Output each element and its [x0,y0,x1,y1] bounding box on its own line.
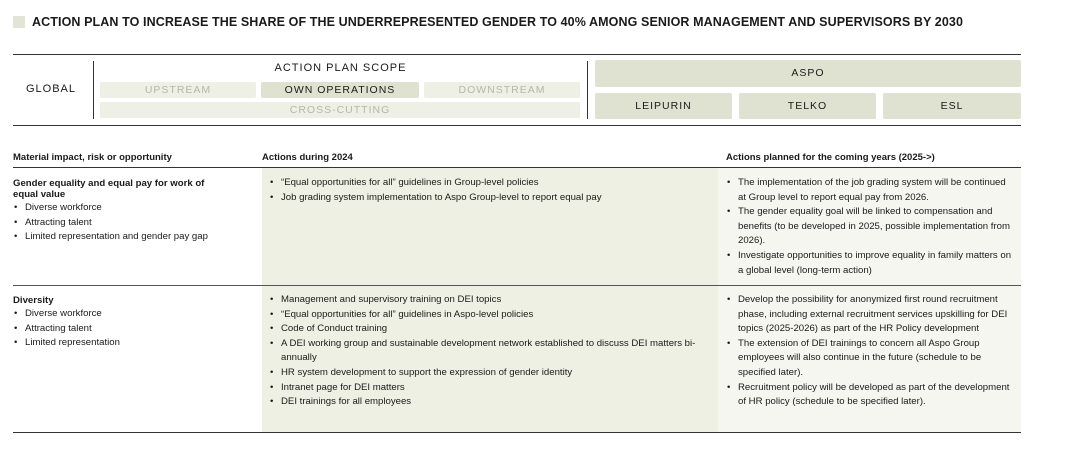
divider-row [13,285,1021,286]
list-item: • Diverse workforce [13,307,243,322]
scope-divider-left [93,61,94,119]
scope-divider-right [587,61,588,119]
list-item: • Management and supervisory training on DEI topics [262,293,714,308]
list-item: • Diverse workforce [13,201,243,216]
divider-header [13,167,1021,168]
list-item: • DEI trainings for all employees [262,395,714,410]
scope-own-operations: OWN OPERATIONS [261,82,419,98]
table-row-1-actions-2024 [262,176,712,205]
list-item: • “Equal opportunities for all” guidelines in Group-level policies [262,176,712,191]
list-item: • Recruitment policy will be developed as part of the development of HR policy (schedule to be specified later). [726,381,1014,410]
row-2-impact-title: Diversity [13,295,54,306]
scope-entity-telko: TELKO [739,93,876,119]
page-title: ACTION PLAN TO INCREASE THE SHARE OF THE UNDERREPRESENTED GENDER TO 40% AMONG SENIOR MANAGEMENT AND SUPERVISORS BY 2030 [32,15,964,29]
table-row-2-impact [13,295,243,351]
column-header-actions-2024: Actions during 2024 [262,152,353,163]
divider-scope-bottom [13,125,1021,126]
list-item: • Develop the possibility for anonymized first round recruitment phase, including external recruitment services upskilling for DEI topics (2025-2026) as part of the HR Policy development [726,293,1014,337]
scope-entity-esl: ESL [883,93,1021,119]
list-item: • “Equal opportunities for all” guidelines in Aspo-level policies [262,308,714,323]
divider-top [13,54,1021,55]
scope-cross-cutting: CROSS-CUTTING [100,102,580,118]
list-item: • Investigate opportunities to improve equality in family matters on a global level (long-term action) [726,249,1014,278]
table-row-1-impact [13,178,243,245]
list-item: • Limited representation and gender pay gap [13,230,243,245]
list-item: • Code of Conduct training [262,322,714,337]
column-header-impact: Material impact, risk or opportunity [13,152,172,163]
column-header-actions-planned: Actions planned for the coming years (2025->) [726,152,935,163]
title-marker [13,16,25,28]
scope-header: ACTION PLAN SCOPE [274,62,407,74]
list-item: • Attracting talent [13,322,243,337]
scope-downstream: DOWNSTREAM [424,82,580,98]
scope-entity-leipurin: LEIPURIN [595,93,732,119]
list-item: • Attracting talent [13,216,243,231]
list-item: • Job grading system implementation to Aspo Group-level to report equal pay [262,191,712,206]
table-row-2-actions-2024 [262,293,714,410]
list-item: • HR system development to support the expression of gender identity [262,366,714,381]
list-item: • A DEI working group and sustainable development network established to discuss DEI matters bi-annually [262,337,714,366]
divider-bottom [13,432,1021,433]
scope-group-aspo: ASPO [595,60,1021,87]
scope-upstream: UPSTREAM [100,82,256,98]
list-item: • The implementation of the job grading system will be continued at Group level to report equal pay from 2026. [726,176,1014,205]
list-item: • The extension of DEI trainings to concern all Aspo Group employees will also continue in the future (schedule to be specified later). [726,337,1014,381]
table-row-1-actions-planned [726,176,1014,278]
list-item: • Limited representation [13,336,243,351]
row-1-impact-title: Gender equality and equal pay for work of equal value [13,178,205,200]
table-row-2-actions-planned [726,293,1014,410]
scope-global-label: GLOBAL [25,83,77,95]
list-item: • Intranet page for DEI matters [262,381,714,396]
list-item: • The gender equality goal will be linked to compensation and benefits (to be developed in 2025, possible implementation from 2026). [726,205,1014,249]
